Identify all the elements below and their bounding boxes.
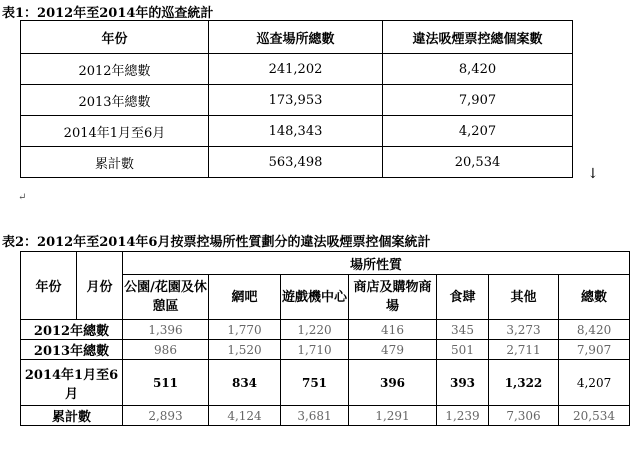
cell-value: 563,498: [209, 147, 383, 178]
cell-value: 511: [123, 360, 209, 406]
table-row: [21, 340, 630, 360]
text-cursor-mark: ↓: [587, 166, 599, 182]
cell-value: 148,343: [209, 116, 383, 147]
header-parks: 公園/花園及休憩區: [123, 275, 209, 320]
row-label: 累計數: [21, 406, 123, 426]
cell-value: 986: [123, 340, 209, 360]
header-year: 年份: [21, 21, 209, 54]
row-label: 2012年總數: [21, 54, 209, 85]
header-shops-malls: 商店及購物商場: [349, 275, 437, 320]
cell-value: 1,520: [209, 340, 281, 360]
cell-value: 1,291: [349, 406, 437, 426]
cell-value: 345: [437, 320, 489, 340]
table-row: [21, 406, 630, 426]
row-label: 累計數: [21, 147, 209, 178]
header-month: 月份: [77, 252, 123, 320]
row-label: 2014年1月至6月: [21, 360, 123, 406]
cell-value: 834: [209, 360, 281, 406]
table2-caption: 表2：2012年至2014年6月按票控場所性質劃分的違法吸煙票控個案統計: [2, 235, 431, 250]
table-header-row: [21, 252, 630, 275]
row-label: 2014年1月至6月: [21, 116, 209, 147]
header-total: 總數: [559, 275, 630, 320]
header-inspected-premises: 巡查場所總數: [209, 21, 383, 54]
table-header-row: [21, 21, 573, 54]
row-label: 2013年總數: [21, 340, 123, 360]
cell-value: 3,273: [489, 320, 559, 340]
inspection-stats-table: [20, 20, 573, 178]
header-restaurants: 食肆: [437, 275, 489, 320]
table1-caption: 表1：2012年至2014年的巡查統計: [2, 6, 214, 21]
cell-value: 173,953: [209, 85, 383, 116]
header-venue-type-group: 場所性質: [123, 252, 630, 275]
cell-value: 7,907: [559, 340, 630, 360]
table-row: [21, 116, 573, 147]
cell-value: 1,770: [209, 320, 281, 340]
cell-value: 479: [349, 340, 437, 360]
cell-value: 7,306: [489, 406, 559, 426]
table-row: [21, 54, 573, 85]
cell-value: 8,420: [383, 54, 573, 85]
cell-value: 1,220: [281, 320, 349, 340]
cell-value: 7,907: [383, 85, 573, 116]
cell-value: 2,893: [123, 406, 209, 426]
cell-value: 1,396: [123, 320, 209, 340]
cell-value: 4,207: [383, 116, 573, 147]
cell-value: 396: [349, 360, 437, 406]
cell-value: 20,534: [559, 406, 630, 426]
header-prosecution-cases: 違法吸煙票控總個案數: [383, 21, 573, 54]
cell-value: 751: [281, 360, 349, 406]
table-row: [21, 85, 573, 116]
cell-value: 1,322: [489, 360, 559, 406]
header-game-centre: 遊戲機中心: [281, 275, 349, 320]
table-row: [21, 147, 573, 178]
table-row: [21, 360, 630, 406]
header-others: 其他: [489, 275, 559, 320]
row-label: 2013年總數: [21, 85, 209, 116]
cell-value: 4,207: [559, 360, 630, 406]
cell-value: 4,124: [209, 406, 281, 426]
cell-value: 8,420: [559, 320, 630, 340]
table-row: [21, 320, 630, 340]
cell-value: 1,710: [281, 340, 349, 360]
cell-value: 501: [437, 340, 489, 360]
row-label: 2012年總數: [21, 320, 123, 340]
cell-value: 3,681: [281, 406, 349, 426]
header-internet-cafe: 網吧: [209, 275, 281, 320]
cell-value: 393: [437, 360, 489, 406]
prosecution-by-venue-table: [20, 251, 630, 426]
header-year: 年份: [21, 252, 77, 320]
cell-value: 416: [349, 320, 437, 340]
paragraph-mark: ↵: [18, 192, 27, 203]
cell-value: 20,534: [383, 147, 573, 178]
cell-value: 241,202: [209, 54, 383, 85]
cell-value: 2,711: [489, 340, 559, 360]
cell-value: 1,239: [437, 406, 489, 426]
